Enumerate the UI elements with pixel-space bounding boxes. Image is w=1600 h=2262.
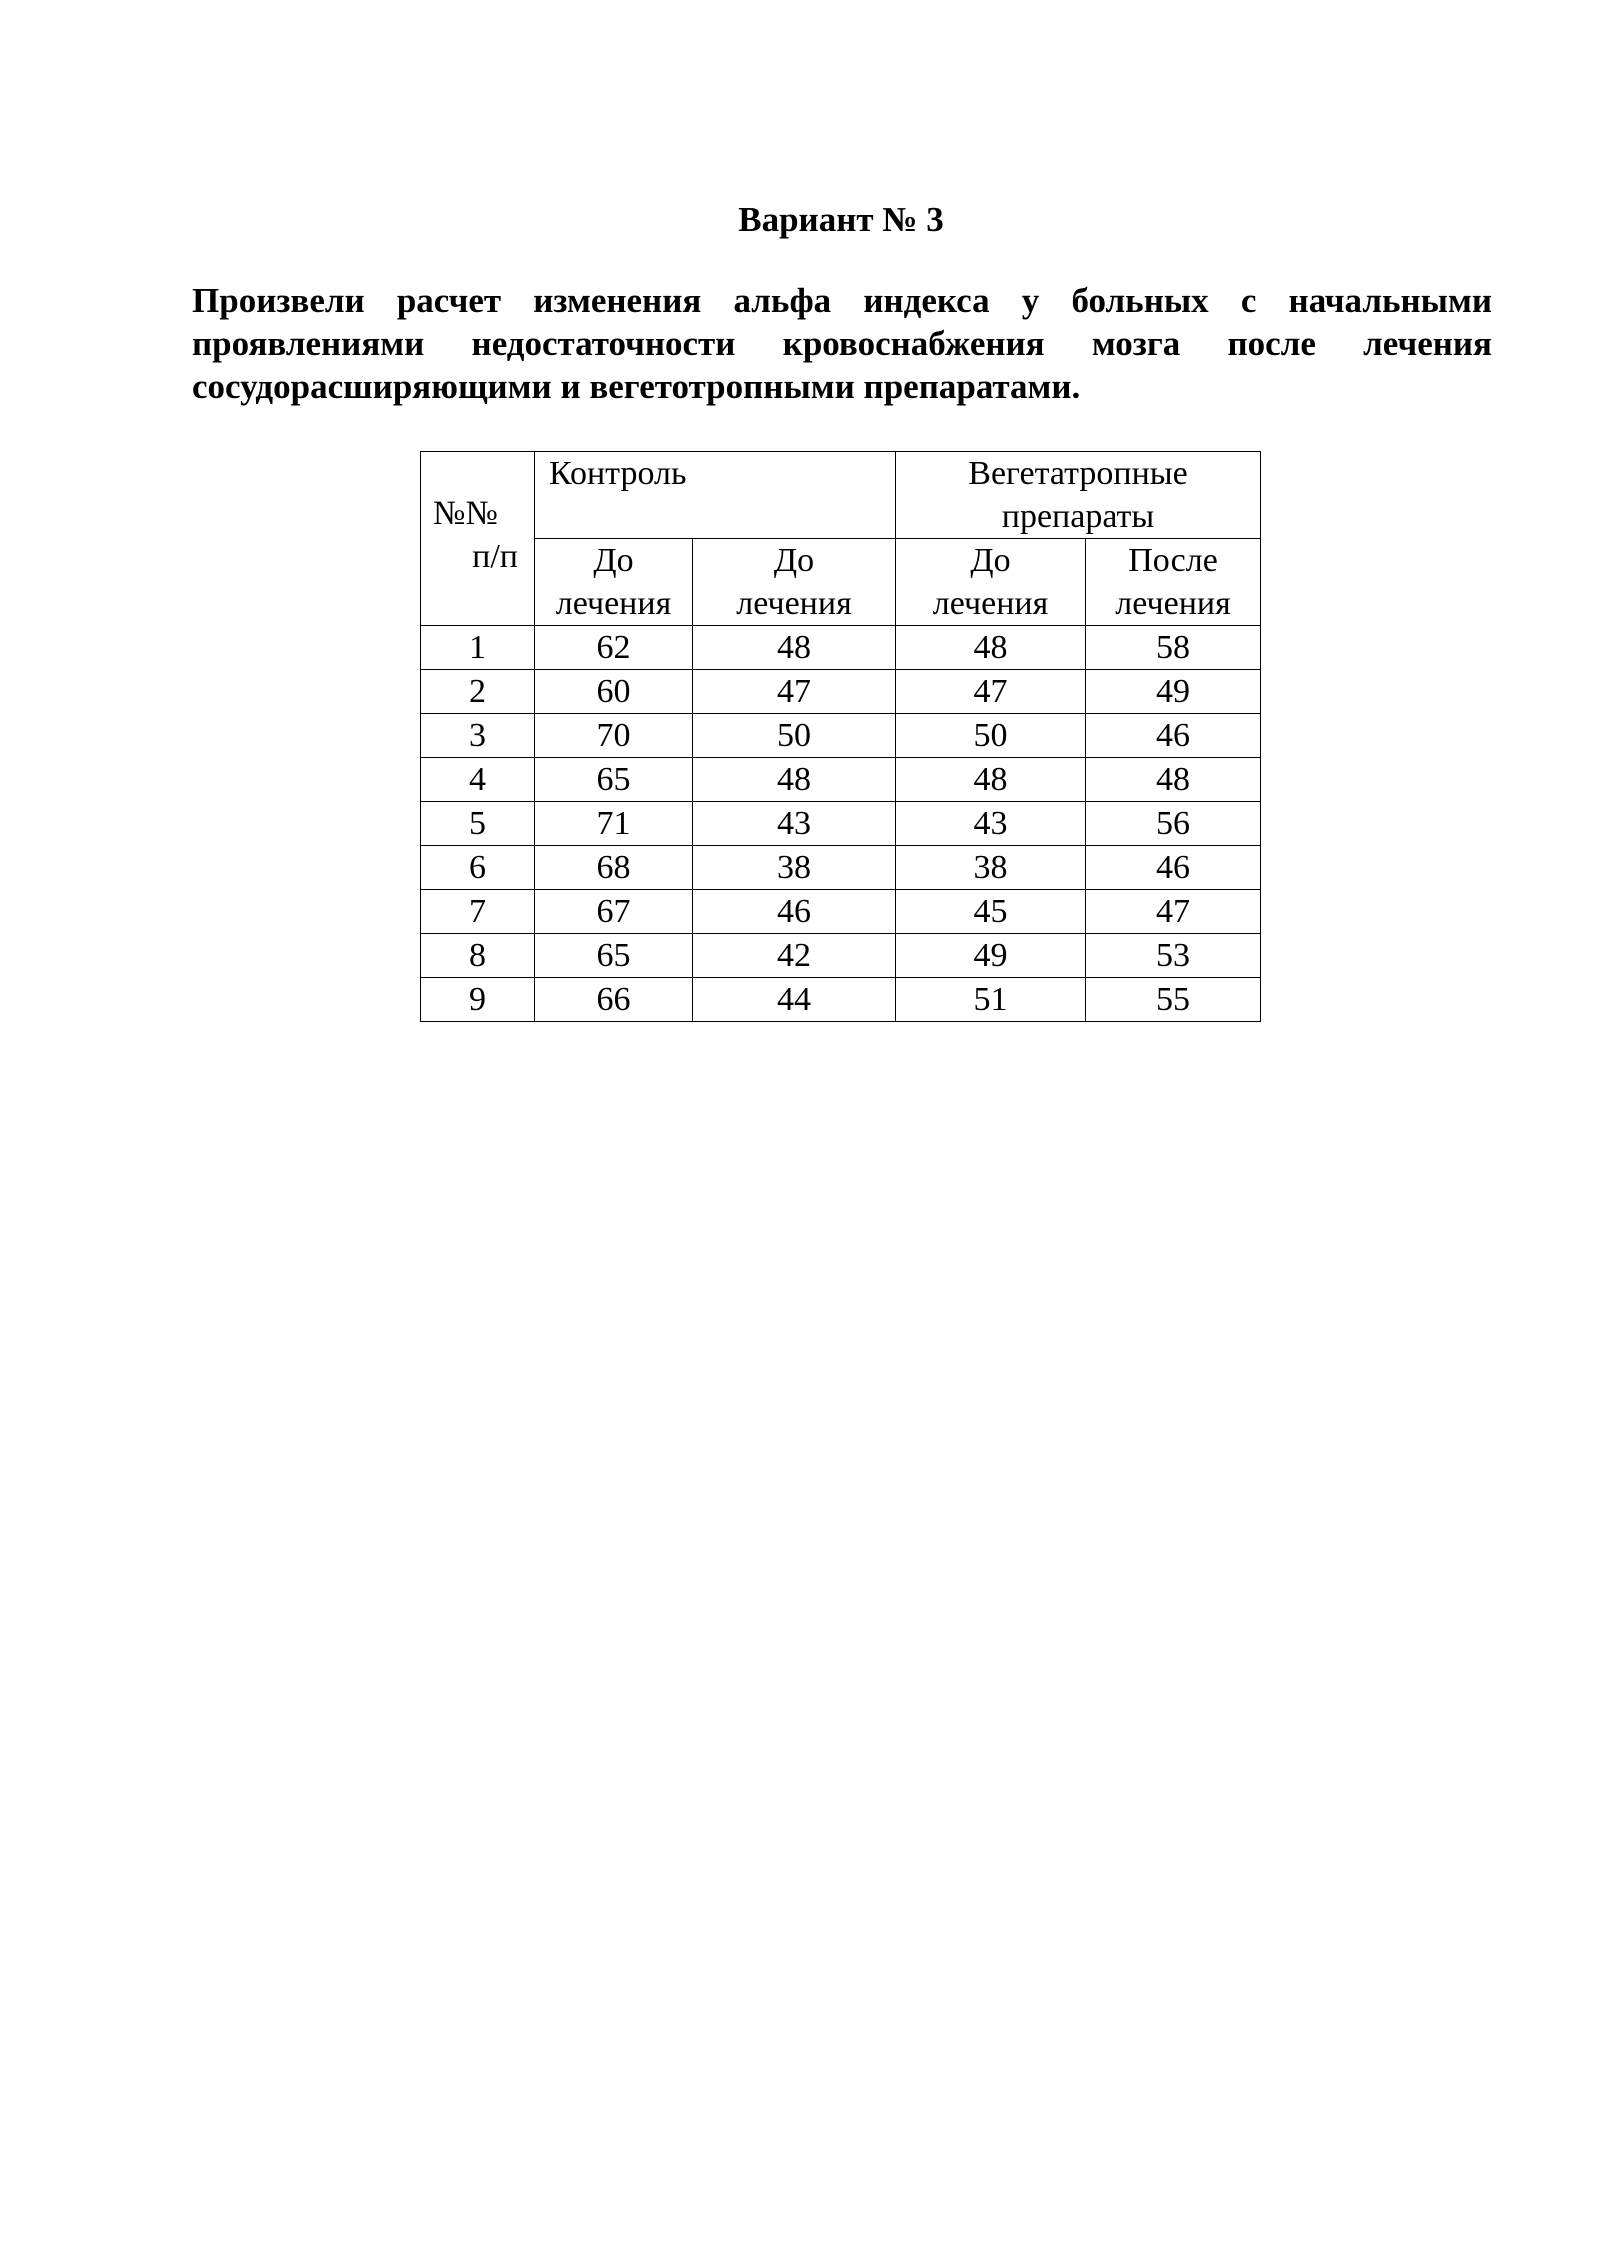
table-cell: 49: [1086, 670, 1261, 714]
table-row: [421, 846, 1261, 890]
table-row: [421, 890, 1261, 934]
table-row: [421, 934, 1261, 978]
subheader-control-before: [535, 539, 693, 626]
table-cell: 66: [535, 978, 693, 1022]
subheader-line: лечения: [1115, 585, 1231, 622]
table-cell: 46: [693, 890, 896, 934]
table-row: [421, 802, 1261, 846]
table-header-row-1: [421, 452, 1261, 539]
table-cell: 5: [421, 802, 535, 846]
table-cell: 9: [421, 978, 535, 1022]
table-cell: 50: [896, 714, 1086, 758]
table-cell: 46: [1086, 846, 1261, 890]
subheader-line: До: [593, 542, 634, 579]
table-cell: 1: [421, 626, 535, 670]
table-cell: 68: [535, 846, 693, 890]
alpha-index-table: [420, 451, 1261, 1022]
table-cell: 3: [421, 714, 535, 758]
table-header-row-2: [421, 539, 1261, 626]
subheader-vegetotropic-after: [1086, 539, 1261, 626]
table-row: [421, 714, 1261, 758]
table-cell: 70: [535, 714, 693, 758]
table-cell: 65: [535, 758, 693, 802]
task-description: Произвели расчет изменения альфа индекса у больных с начальными проявлениями недостаточности кровоснабжения мозга после лечения сосудорасширяющими и вегетотропными препаратами.: [192, 281, 1492, 406]
table-cell: 4: [421, 758, 535, 802]
table-cell: 43: [896, 802, 1086, 846]
table-row: [421, 978, 1261, 1022]
table-cell: 48: [693, 758, 896, 802]
row-number-header: [421, 452, 535, 626]
subheader-line: лечения: [736, 585, 852, 622]
subheader-line: лечения: [555, 585, 672, 622]
subheader-vegetotropic-before: [896, 539, 1086, 626]
table-cell: 2: [421, 670, 535, 714]
table-cell: 51: [896, 978, 1086, 1022]
group-header-control: Контроль: [535, 452, 896, 539]
table-cell: 46: [1086, 714, 1261, 758]
table-row: [421, 626, 1261, 670]
table-cell: 58: [1086, 626, 1261, 670]
table-cell: 38: [693, 846, 896, 890]
row-number-header-line-1: №№: [433, 495, 498, 532]
table-cell: 50: [693, 714, 896, 758]
table-cell: 42: [693, 934, 896, 978]
subheader-line: До: [773, 542, 815, 579]
table-cell: 67: [535, 890, 693, 934]
table-cell: 38: [896, 846, 1086, 890]
table-cell: 8: [421, 934, 535, 978]
table-cell: 49: [896, 934, 1086, 978]
table-cell: 7: [421, 890, 535, 934]
table-cell: 55: [1086, 978, 1261, 1022]
table-cell: 44: [693, 978, 896, 1022]
row-number-header-line-2: п/п: [472, 538, 518, 575]
table-cell: 48: [896, 626, 1086, 670]
table-cell: 60: [535, 670, 693, 714]
table-cell: 62: [535, 626, 693, 670]
subheader-line: До: [970, 542, 1011, 579]
table-cell: 47: [896, 670, 1086, 714]
table-cell: 48: [896, 758, 1086, 802]
table-cell: 71: [535, 802, 693, 846]
variant-title: Вариант № 3: [738, 200, 944, 239]
table-cell: 47: [693, 670, 896, 714]
group-header-vegetotropic: Вегетатропные препараты: [896, 452, 1261, 539]
subheader-control-before-2: [693, 539, 896, 626]
table-cell: 43: [693, 802, 896, 846]
table-row: [421, 670, 1261, 714]
table-cell: 47: [1086, 890, 1261, 934]
table-cell: 48: [1086, 758, 1261, 802]
table-cell: 65: [535, 934, 693, 978]
subheader-line: После: [1128, 542, 1218, 579]
table-cell: 48: [693, 626, 896, 670]
table-cell: 53: [1086, 934, 1261, 978]
table-row: [421, 758, 1261, 802]
table-cell: 45: [896, 890, 1086, 934]
table-cell: 6: [421, 846, 535, 890]
subheader-line: лечения: [932, 585, 1049, 622]
table-cell: 56: [1086, 802, 1261, 846]
